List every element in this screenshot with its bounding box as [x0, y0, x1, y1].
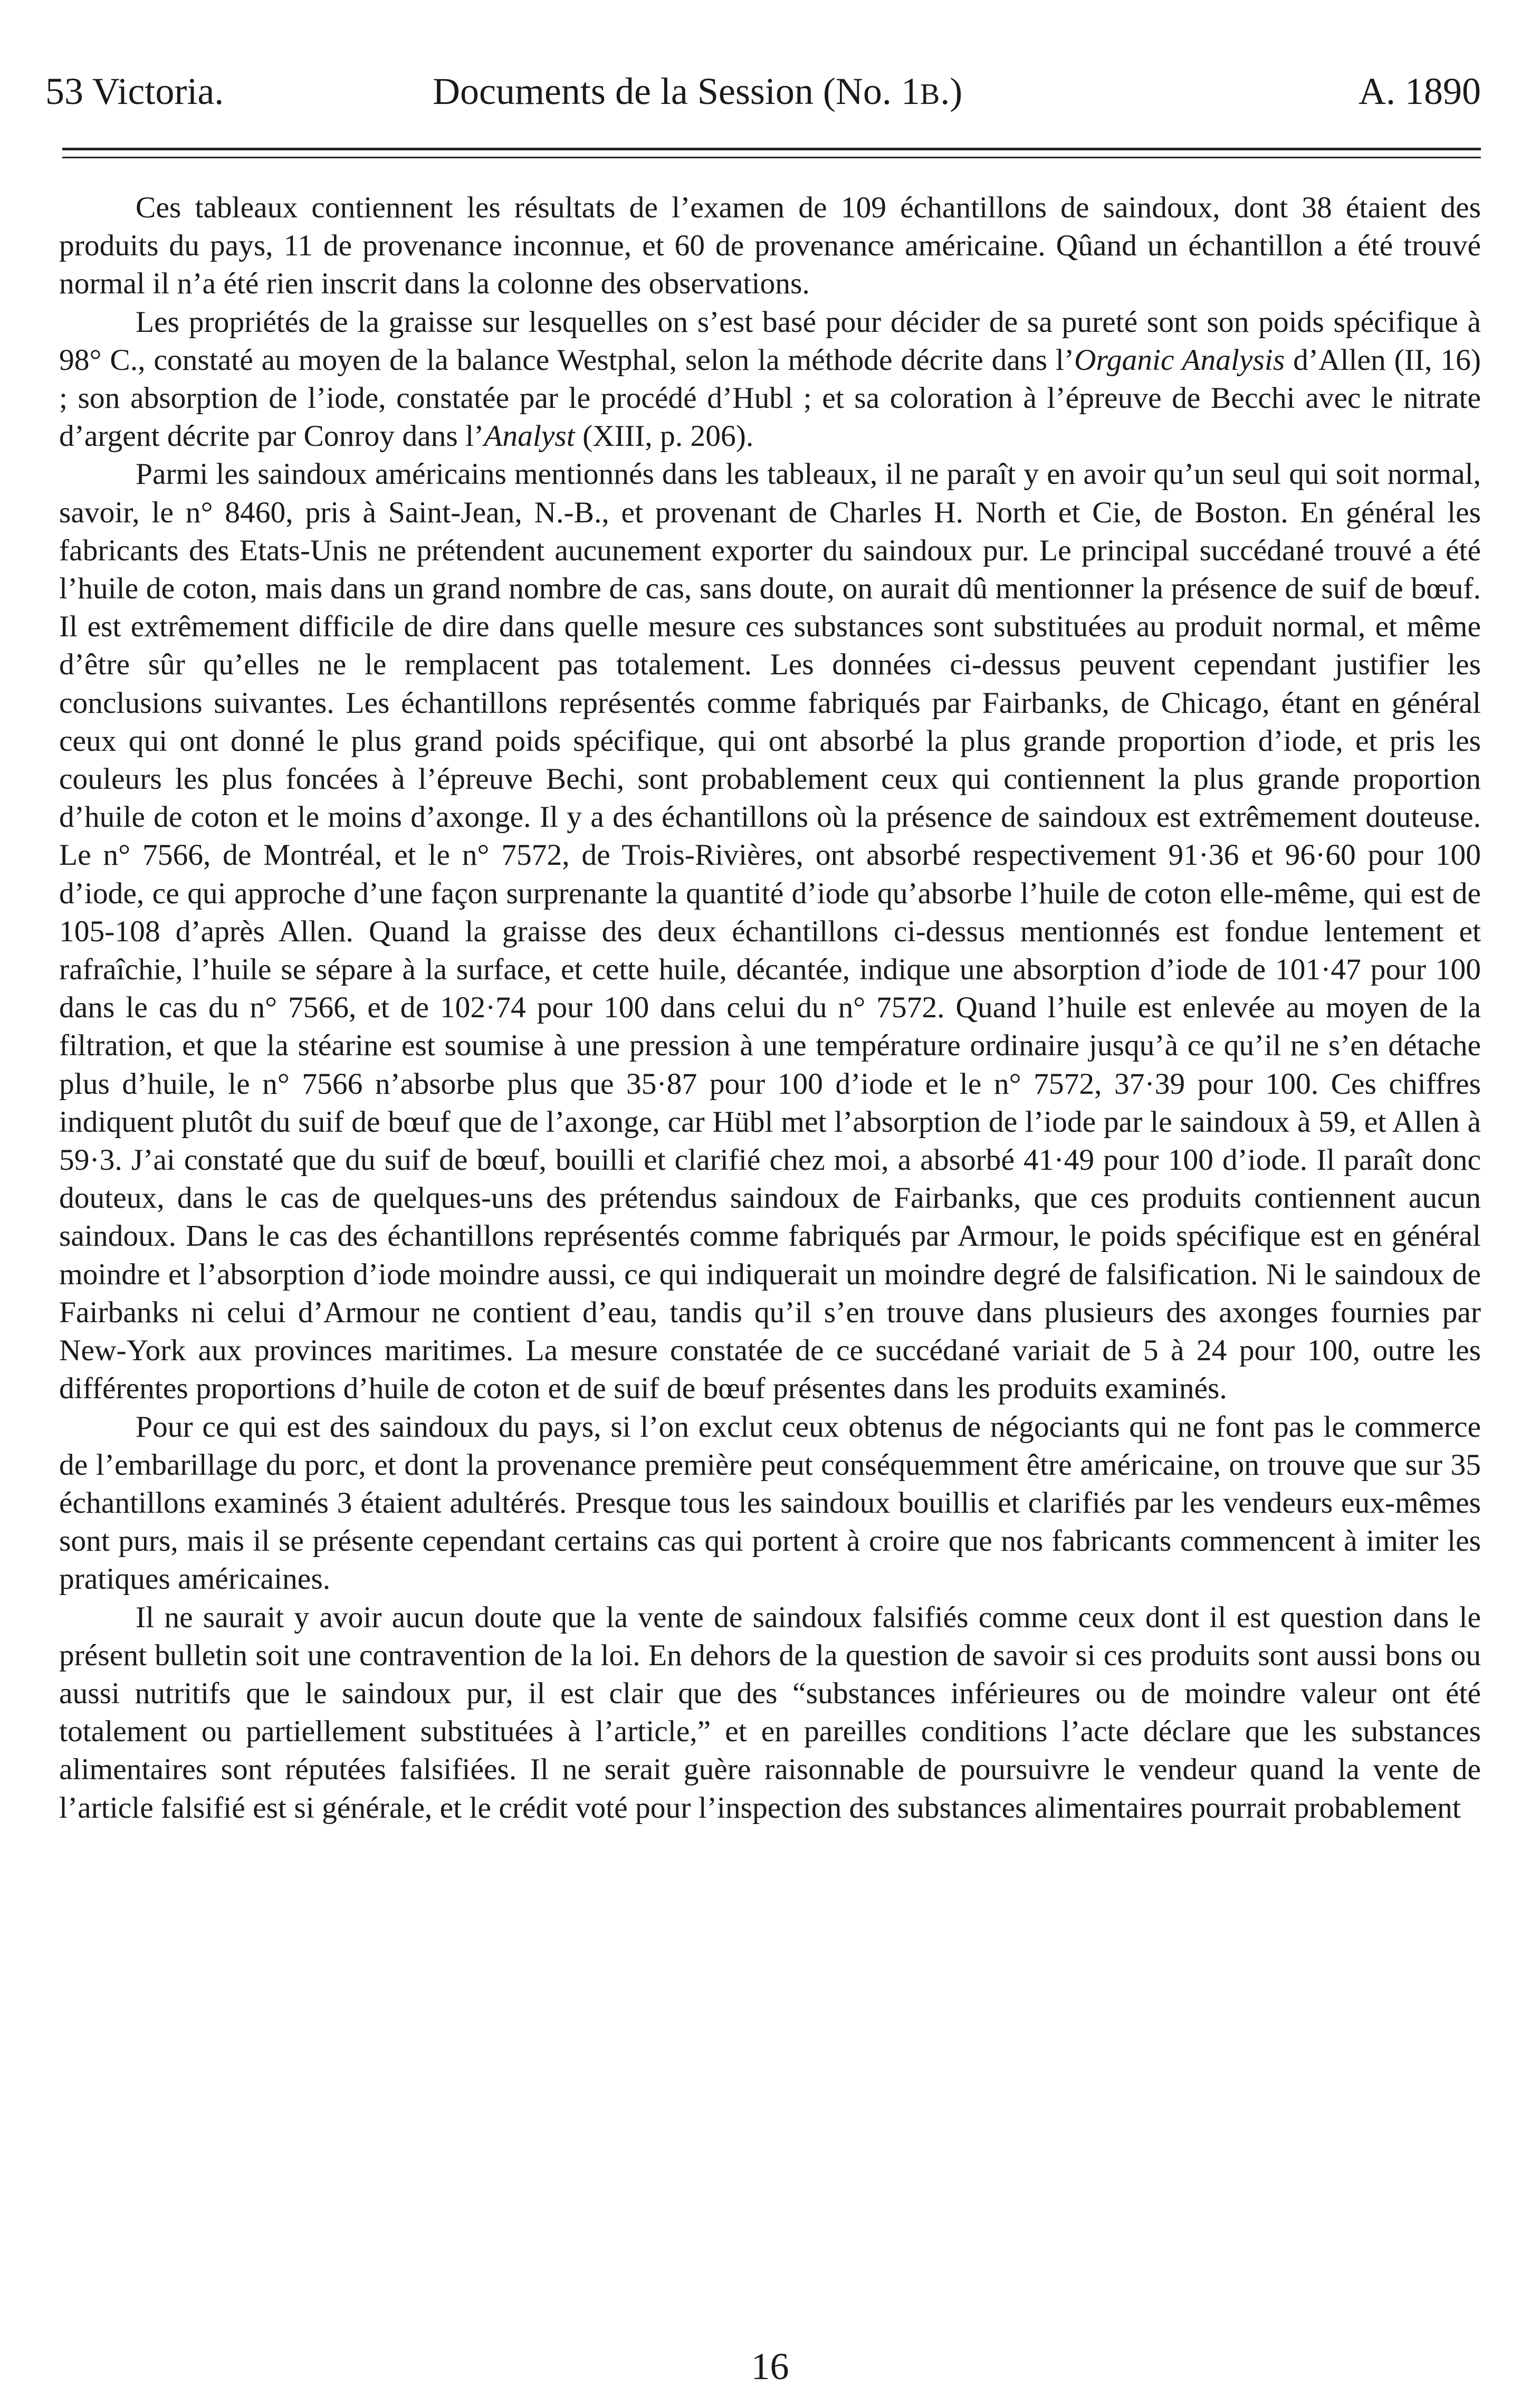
- paragraph-5: Il ne saurait y avoir aucun doute que la vente de saindoux falsifiés comme ceux dont il est question dans le présent bulletin soit une contravention de la loi. En dehors de la question de savoir si ces produits sont aussi bons ou aussi nutritifs que le saindoux pur, il est clair que des “substances inférieures ou de moindre valeur ont été totalement ou partiellement substituées à l’article,” et en pareilles conditions l’acte déclare que les substances alimentaires sont réputées falsifiées. Il ne serait guère raisonnable de poursuivre le vendeur quand la vente de l’article falsifié est si générale, et le crédit voté pour l’inspection des substances alimentaires pourrait probablement: [59, 1600, 1481, 1825]
- body-text: [59, 189, 1481, 1827]
- header-title-main: Documents de la Session (No. 1: [433, 70, 920, 112]
- header-title-small-caps: B: [920, 78, 941, 111]
- paragraph-2: [59, 303, 1481, 456]
- paragraph-1: Ces tableaux contiennent les résultats de l’examen de 109 échantillons de saindoux, dont 38 étaient des produits du pays, 11 de provenance inconnue, et 60 de provenance américaine. Qûand un échantillon a été trouvé normal il n’a été rien inscrit dans la colonne des observations.: [59, 191, 1481, 301]
- header-rule-thin: [62, 157, 1481, 158]
- header-rule-thick: [62, 148, 1481, 150]
- header-year: A. 1890: [1359, 70, 1481, 112]
- paragraph-2-text-a: Les propriétés de la graisse sur lesquelles on s’est basé pour décider de sa pureté sont son poids spécifique à 98° C., constaté au moyen de la balance Westphal, selon la méthode décrite dans l’: [59, 305, 1481, 377]
- header-title: [433, 62, 962, 123]
- header-regnal-year: 53 Victoria.: [45, 70, 224, 112]
- paragraph-3: Parmi les saindoux américains mentionnés dans les tableaux, il ne paraît y en avoir qu’un seul qui soit normal, savoir, le n° 8460, pris à Saint-Jean, N.-B., et provenant de Charles H. North et Cie, de Boston. En général les fabricants des Etats-Unis ne prétendent aucunement exporter du saindoux pur. Le principal succédané trouvé a été l’huile de coton, mais dans un grand nombre de cas, sans doute, on aurait dû mentionner la présence de suif de bœuf. Il est extrêmement difficile de dire dans quelle mesure ces substances sont substituées au produit normal, et même d’être sûr qu’elles ne le remplacent pas totalement. Les données ci-dessus peuvent cependant justifier les conclusions suivantes. Les échantillons représentés comme fabriqués par Fairbanks, de Chicago, étant en général ceux qui ont donné le plus grand poids spécifique, qui ont absorbé la plus grande proportion d’iode, et pris les couleurs les plus foncées à l’épreuve Bechi, sont probablement ceux qui contiennent la plus grande proportion d’huile de coton et le moins d’axonge. Il y a des échantillons où la présence de saindoux est extrêmement douteuse. Le n° 7566, de Montréal, et le n° 7572, de Trois-Rivières, ont absorbé respectivement 91·36 et 96·60 pour 100 d’iode, ce qui approche d’une façon surprenante la quantité d’iode qu’absorbe l’huile de coton elle-même, qui est de 105-108 d’après Allen. Quand la graisse des deux échantillons ci-dessus mentionnés est fondue lentement et rafraîchie, l’huile se sépare à la surface, et cette huile, décantée, indique une absorption d’iode de 101·47 pour 100 dans le cas du n° 7566, et de 102·74 pour 100 dans celui du n° 7572. Quand l’huile est enlevée au moyen de la filtration, et que la stéarine est soumise à une pression à une température ordinaire jusqu’à ce qu’il ne s’en détache plus d’huile, le n° 7566 n’absorbe plus que 35·87 pour 100 d’iode et le n° 7572, 37·39 pour 100. Ces chiffres indiquent plutôt du suif de bœuf que de l’axonge, car Hübl met l’absorption de l’iode par le saindoux à 59, et Allen à 59·3. J’ai constaté que du suif de bœuf, bouilli et clarifié chez moi, a absorbé 41·49 pour 100 d’iode. Il paraît donc douteux, dans le cas de quelques-uns des prétendus saindoux de Fairbanks, que ces produits contiennent aucun saindoux. Dans le cas des échantillons représentés comme fabriqués par Armour, le poids spécifique est en général moindre et l’absorption d’iode moindre aussi, ce qui indiquerait un moindre degré de falsification. Ni le saindoux de Fairbanks ni celui d’Armour ne contient d’eau, tandis qu’il s’en trouve dans plusieurs des axonges fournies par New-York aux provinces maritimes. La mesure constatée de ce succédané variait de 5 à 24 pour 100, outre les différentes proportions d’huile de coton et de suif de bœuf présentes dans les produits examinés.: [59, 457, 1481, 1406]
- running-header: [45, 62, 1481, 120]
- header-title-end: .): [940, 70, 963, 112]
- paragraph-4: Pour ce qui est des saindoux du pays, si l’on exclut ceux obtenus de négociants qui ne font pas le commerce de l’embarillage du porc, et dont la provenance première peut conséquemment être américaine, on trouve que sur 35 échantillons examinés 3 étaient adultérés. Presque tous les saindoux bouillis et clarifiés par les vendeurs eux-mêmes sont purs, mais il se présente cependant certains cas qui portent à croire que nos fabricants commencent à imiter les pratiques américaines.: [59, 1410, 1481, 1596]
- paragraph-2-text-c: (XIII, p. 206).: [575, 419, 754, 453]
- paragraph-2-text-b: d’Allen (II, 16) ; son absorption de l’iode, constatée par le procédé d’Hubl ; et sa coloration à l’épreuve de Becchi avec le nitrate d’argent décrite par Conroy dans l’: [59, 343, 1481, 453]
- paragraph-2-title-organic-analysis: Organic Analysis: [1074, 343, 1285, 377]
- paragraph-2-title-analyst: Analyst: [484, 419, 575, 453]
- page-number: 16: [751, 2345, 789, 2388]
